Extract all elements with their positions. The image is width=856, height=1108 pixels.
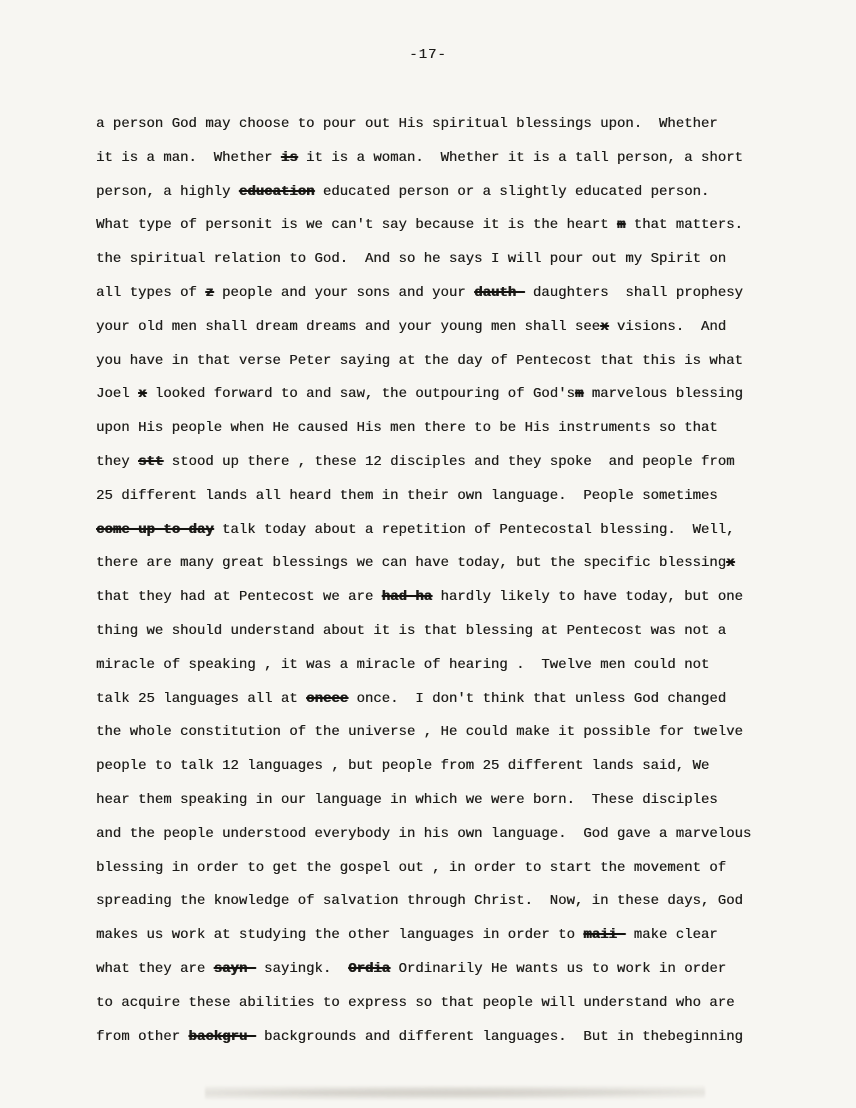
text-line [96, 378, 751, 412]
text-segment: talk 25 languages all at [96, 690, 307, 707]
text-segment: you have in that verse Peter saying at the day of Pentecost that this is what [96, 352, 743, 369]
text-line [96, 852, 751, 886]
strikethrough-text: x [726, 555, 735, 572]
text-segment: upon His people when He caused His men there to be His instruments so that [96, 420, 718, 437]
text-segment: hear them speaking in our language in which we were born. These disciples [96, 791, 718, 808]
text-line [96, 209, 751, 243]
text-line [96, 243, 751, 277]
text-line [96, 176, 751, 210]
text-segment: daughters shall prophesy [524, 284, 743, 301]
text-line [96, 953, 751, 987]
text-segment: that matters. [625, 217, 743, 234]
strikethrough-text: maii- [583, 927, 626, 944]
text-line [96, 885, 751, 919]
text-segment: that they had at Pentecost we are [96, 589, 382, 606]
text-segment: Joel [96, 386, 139, 403]
text-segment: miracle of speaking , it was a miracle of hearing . Twelve men could not [96, 656, 710, 673]
text-segment: make clear [625, 927, 718, 944]
strikethrough-text: stt [138, 453, 164, 470]
text-segment: people and your sons and your [213, 284, 475, 301]
text-segment: the spiritual relation to God. And so he says I will pour out my Spirit on [96, 251, 727, 268]
text-segment: spreading the knowledge of salvation through Christ. Now, in these days, God [96, 893, 743, 910]
text-segment: a person God may choose to pour out His spiritual blessings upon. Whether [96, 116, 718, 132]
strikethrough-text: Ordia [348, 960, 391, 977]
text-line [96, 818, 751, 852]
text-line [96, 412, 751, 446]
text-segment: hardly likely to have today, but one [432, 589, 743, 606]
text-line [96, 514, 751, 548]
text-line [96, 345, 751, 379]
strikethrough-text: sayn- [213, 960, 256, 977]
strikethrough-text: education [238, 183, 315, 200]
strikethrough-text: oneee [306, 690, 349, 707]
strikethrough-text: had-ha [381, 589, 433, 606]
text-line [96, 750, 751, 784]
text-segment: and the people understood everybody in his own language. God gave a marvelous [96, 825, 752, 842]
text-line [96, 581, 751, 615]
text-segment: person, a highly [96, 183, 239, 200]
text-segment: blessing in order to get the gospel out , in order to start the movement of [96, 859, 727, 876]
strikethrough-text: backgru- [188, 1028, 256, 1045]
text-line [96, 649, 751, 683]
text-segment: marvelous blessing [583, 386, 743, 403]
text-segment: they [96, 453, 139, 470]
strikethrough-text: is [280, 149, 298, 166]
text-segment: makes us work at studying the other languages in order to [96, 927, 584, 944]
scan-smudge [205, 1084, 705, 1100]
text-segment: there are many great blessings we can have today, but the specific blessing [96, 555, 727, 572]
text-line [96, 277, 751, 311]
text-segment: sayingk. [255, 960, 349, 977]
text-segment: your old men shall dream dreams and your young men shall see [96, 318, 601, 335]
text-line [96, 683, 751, 717]
text-segment: educated person or a slightly educated person. [314, 183, 710, 200]
document-body [96, 108, 751, 1054]
strikethrough-text: x [138, 386, 147, 403]
text-segment: backgrounds and different languages. But in thebeginning [255, 1028, 743, 1045]
text-line [96, 142, 751, 176]
text-segment: visions. And [608, 318, 727, 335]
text-segment: looked forward to and saw, the outpouring of God's [146, 386, 575, 403]
text-segment: it is a man. Whether [96, 149, 281, 166]
text-segment: 25 different lands all heard them in their own language. People sometimes [96, 487, 718, 504]
text-line [96, 987, 751, 1021]
text-segment: all types of [96, 284, 206, 301]
text-line [96, 615, 751, 649]
text-line [96, 480, 751, 514]
strikethrough-text: m [574, 386, 584, 403]
text-line [96, 919, 751, 953]
text-segment: thing we should understand about it is that blessing at Pentecost was not a [96, 622, 727, 639]
strikethrough-text: z [205, 284, 214, 301]
text-line [96, 784, 751, 818]
text-segment: the whole constitution of the universe , He could make it possible for twelve [96, 724, 743, 741]
text-line [96, 1021, 751, 1055]
strikethrough-text: m [616, 217, 626, 234]
text-line [96, 716, 751, 750]
text-segment: it is a woman. Whether it is a tall person, a short [297, 149, 743, 166]
text-line [96, 446, 751, 480]
text-segment: once. I don't think that unless God changed [348, 690, 727, 707]
strikethrough-text: dauth- [474, 284, 525, 301]
text-segment: talk today about a repetition of Pentecostal blessing. Well, [213, 521, 735, 538]
text-segment: from other [96, 1028, 189, 1045]
text-line [96, 547, 751, 581]
strikethrough-text: come-up-to-day [96, 521, 214, 538]
strikethrough-text: x [600, 318, 609, 335]
text-segment: stood up there , these 12 disciples and they spoke and people from [163, 453, 735, 470]
text-line [96, 311, 751, 345]
text-line [96, 108, 751, 142]
text-segment: to acquire these abilities to express so that people will understand who are [96, 994, 735, 1011]
page-number: -17- [409, 47, 447, 63]
text-segment: Ordinarily He wants us to work in order [390, 960, 727, 977]
text-segment: What type of personit is we can't say because it is the heart [96, 217, 617, 234]
text-segment: people to talk 12 languages , but people from 25 different lands said, We [96, 758, 710, 775]
text-segment: what they are [96, 960, 214, 977]
